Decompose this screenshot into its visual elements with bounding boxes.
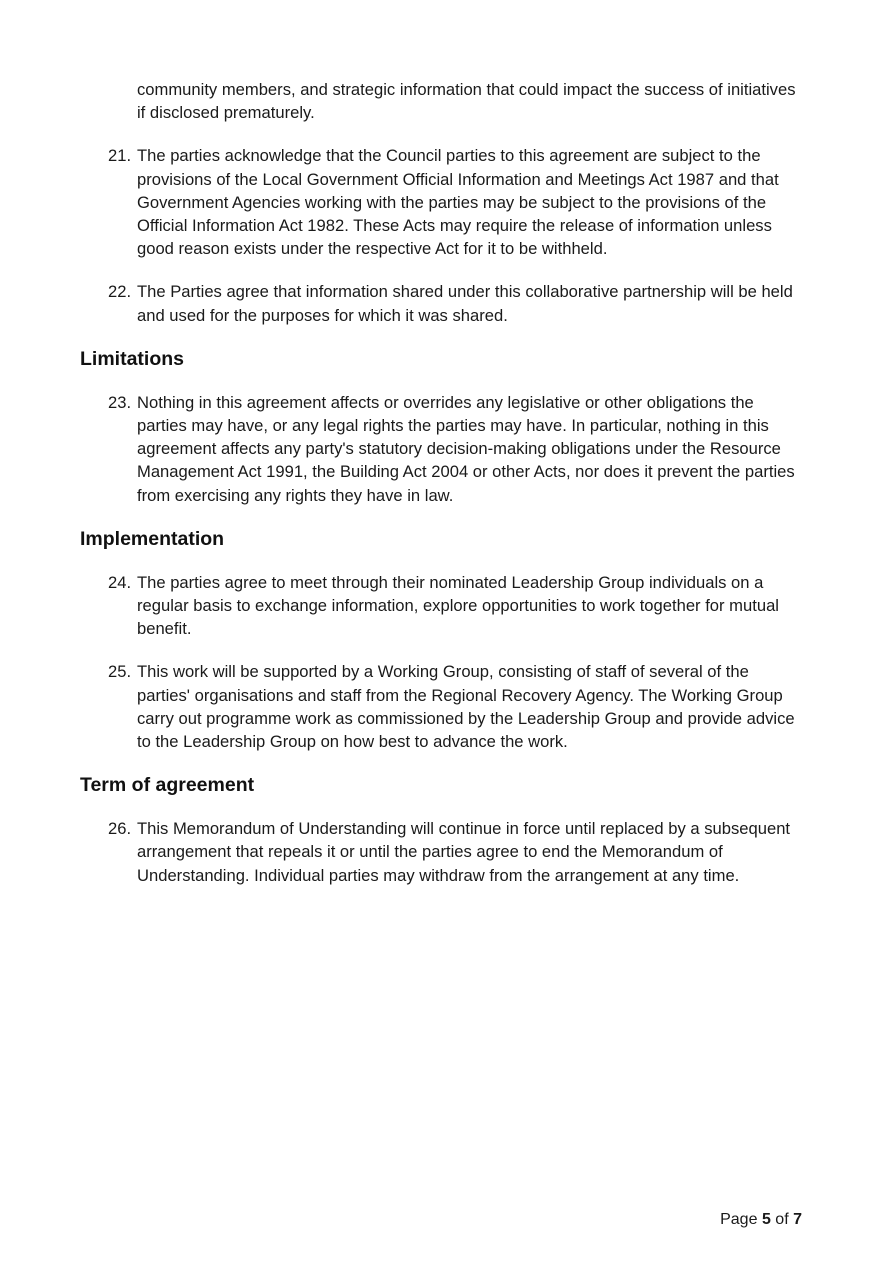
item-text: The parties acknowledge that the Council parties to this agreement are subject to the provisions of the Local Government Official Information and Meetings Act 1987 and that Government Agencies working with the parties may be subject to the provisions of the Official Information Act 1982. These Acts may require the release of information unless good reason exists under the respective Act for it to be withheld. (137, 146, 779, 259)
item-number: 22. (108, 282, 132, 302)
list-item-26 (80, 817, 805, 887)
item-text: Nothing in this agreement affects or overrides any legislative or other obligations the parties may have, or any legal rights the parties may have. In particular, nothing in this agreement affects any party's statutory decision-making obligations under the Resource Management Act 1991, the Building Act 2004 or other Acts, nor does it prevent the parties from exercising any rights they have in law. (137, 392, 795, 505)
page-total: 7 (793, 1211, 802, 1228)
item-text: The Parties agree that information shared under this collaborative partnership will be held and used for the purposes for which it was shared. (137, 282, 793, 325)
item-number: 26. (108, 819, 132, 839)
item-number: 21. (108, 146, 132, 166)
page-label: Page (720, 1211, 758, 1228)
of-label: of (775, 1211, 789, 1228)
item-number: 23. (108, 392, 132, 412)
item-text: This Memorandum of Understanding will continue in force until replaced by a subsequent arrangement that repeals it or until the parties agree to end the Memorandum of Understanding. Individual parties may withdraw from the arrangement at any time. (137, 819, 791, 885)
list-item-22 (80, 280, 805, 326)
item-text: The parties agree to meet through their nominated Leadership Group individuals on a regular basis to exchange information, explore opportunities to work together for mutual benefit. (137, 572, 779, 639)
continued-paragraph: community members, and strategic information that could impact the success of initiatives if disclosed prematurely. (137, 80, 796, 123)
item-number: 24. (108, 572, 132, 592)
list-item-24 (80, 571, 805, 641)
list-item-25 (80, 660, 805, 753)
list-item-21 (80, 144, 805, 260)
section-heading-implementation: Implementation (80, 527, 225, 550)
page-current: 5 (761, 1211, 771, 1228)
section-heading-term-of-agreement: Term of agreement (80, 774, 255, 797)
document-body (80, 78, 805, 887)
list-item-23 (80, 391, 805, 507)
page-number-footer (720, 1209, 802, 1231)
item-text: This work will be supported by a Working Group, consisting of staff of several of the parties' organisations and staff from the Regional Recovery Agency. The Working Group carry out programme work as commissioned by the Leadership Group and provide advice to the Leadership Group on how best to advance the work. (137, 662, 795, 752)
section-heading-limitations: Limitations (80, 347, 185, 370)
item-number: 25. (108, 662, 132, 682)
